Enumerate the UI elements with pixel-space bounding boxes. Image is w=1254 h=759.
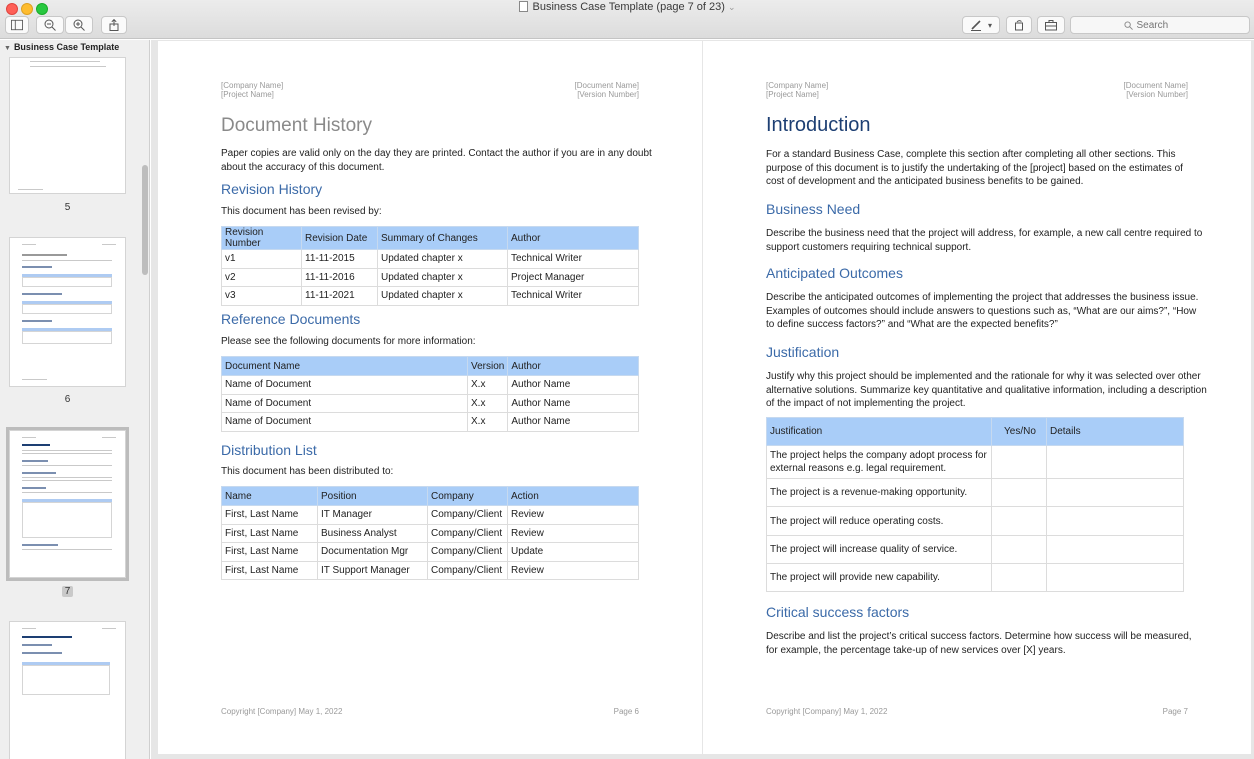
text-line: of the impact of not implementing the project. (766, 398, 966, 409)
column-header: Action (508, 487, 639, 506)
table-cell: IT Support Manager (318, 561, 428, 580)
page-thumbnail-7[interactable] (9, 430, 126, 578)
references-intro: Please see the following documents for more information: (221, 336, 476, 347)
table-cell: X.x (468, 413, 508, 432)
text-line: Describe the business need that the project will address, for example, a new call centre required to (766, 228, 1203, 239)
table-cell: Author Name (508, 413, 639, 432)
pen-icon (970, 19, 982, 31)
table-cell (1047, 446, 1184, 479)
table-cell: v1 (222, 250, 302, 269)
document-page-6 (158, 41, 702, 754)
table-row (222, 376, 639, 395)
table-cell (992, 536, 1047, 564)
zoom-in-button[interactable] (65, 16, 93, 34)
table-header-row (222, 227, 639, 250)
sidebar-icon (11, 19, 23, 31)
sidebar-scrollbar[interactable] (142, 165, 148, 275)
text-line: about the accuracy of this document. (221, 161, 385, 173)
table-header-row (222, 357, 639, 376)
table-cell: v3 (222, 287, 302, 306)
table-cell (992, 446, 1047, 479)
table-cell (1047, 479, 1184, 507)
chevron-down-icon: ⌄ (727, 2, 736, 12)
table-row (222, 268, 639, 287)
page-header-right (575, 82, 639, 99)
table-cell: Technical Writer (508, 250, 639, 269)
table-row (222, 543, 639, 562)
table-row (767, 564, 1184, 592)
page-header-right (1124, 82, 1188, 99)
page-header-left (766, 82, 828, 99)
references-heading: Reference Documents (221, 311, 361, 327)
header-company: [Company Name] (766, 81, 829, 90)
column-header: Yes/No (992, 418, 1047, 446)
document-page-7 (703, 41, 1251, 754)
disclosure-triangle-icon: ▼ (4, 45, 11, 52)
column-header: Name (222, 487, 318, 506)
page-number-label: 5 (64, 202, 71, 213)
table-row (222, 561, 639, 580)
business-need-paragraph (766, 227, 1202, 254)
page-footer-number: Page 7 (1162, 707, 1188, 716)
text-line: Describe and list the project’s critical success factors. Determine how success will be measured, (766, 631, 1192, 642)
column-header: Summary of Changes (378, 227, 508, 250)
outcomes-heading: Anticipated Outcomes (766, 265, 903, 281)
table-row (222, 506, 639, 525)
table-header-row (222, 487, 639, 506)
document-viewer[interactable] (151, 40, 1254, 759)
table-cell (1047, 536, 1184, 564)
intro-paragraph (221, 147, 652, 174)
table-cell: Updated chapter x (378, 268, 508, 287)
chevron-down-icon: ▾ (987, 20, 992, 30)
table-cell: The project will increase quality of service. (767, 536, 992, 564)
window-titlebar (0, 0, 1254, 39)
table-cell: 11-11-2021 (302, 287, 378, 306)
text-line: Justify why this project should be implemented and the rationale for why it was selected over other (766, 371, 1201, 382)
table-row (222, 250, 639, 269)
search-field[interactable] (1070, 16, 1250, 34)
toolbox-button[interactable] (1037, 16, 1065, 34)
header-version: [Version Number] (1126, 89, 1188, 99)
column-header: Document Name (222, 357, 468, 376)
table-cell: Company/Client (428, 524, 508, 543)
table-cell: Name of Document (222, 376, 468, 395)
table-cell: First, Last Name (222, 543, 318, 562)
page-title: Document History (221, 115, 372, 136)
table-cell: Updated chapter x (378, 287, 508, 306)
page-title: Introduction (766, 114, 871, 136)
intro-paragraph (766, 148, 1183, 189)
column-header: Author (508, 357, 639, 376)
header-project: [Project Name] (766, 89, 819, 99)
text-line: for example, the percentage take-up of new services over [X] years. (766, 644, 1066, 656)
window-title[interactable] (0, 1, 1254, 13)
page-footer-copyright: Copyright [Company] May 1, 2022 (766, 707, 888, 716)
table-row (767, 479, 1184, 507)
table-row (222, 394, 639, 413)
justification-table (766, 417, 1184, 592)
column-header: Version (468, 357, 508, 376)
header-project: [Project Name] (221, 89, 274, 99)
distribution-intro: This document has been distributed to: (221, 466, 394, 477)
rotate-icon (1013, 19, 1025, 31)
table-cell: X.x (468, 376, 508, 395)
page-thumbnail-8[interactable] (9, 621, 126, 759)
page-footer-copyright: Copyright [Company] May 1, 2022 (221, 707, 343, 716)
zoom-out-icon (44, 19, 56, 31)
column-header: Author (508, 227, 639, 250)
table-cell: Name of Document (222, 413, 468, 432)
column-header: Position (318, 487, 428, 506)
table-cell: Project Manager (508, 268, 639, 287)
text-line: For a standard Business Case, complete this section after completing all other sections. This (766, 149, 1176, 160)
table-row (222, 413, 639, 432)
column-header: Details (1047, 418, 1184, 446)
table-cell: IT Manager (318, 506, 428, 525)
page-thumbnail-6[interactable] (9, 237, 126, 387)
page-header-left (221, 82, 283, 99)
table-header-row (767, 418, 1184, 446)
table-cell: Company/Client (428, 506, 508, 525)
text-line: support customers requiring technical support. (766, 241, 972, 253)
sidebar-toggle-button[interactable] (5, 16, 29, 34)
table-cell: v2 (222, 268, 302, 287)
column-header: Justification (767, 418, 992, 446)
header-document-name: [Document Name] (574, 81, 639, 90)
revision-heading: Revision History (221, 181, 323, 197)
table-cell: Business Analyst (318, 524, 428, 543)
csf-paragraph (766, 630, 1192, 657)
table-row (222, 287, 639, 306)
markup-button[interactable] (962, 16, 1000, 34)
table-cell: Author Name (508, 376, 639, 395)
text-line: alternative solutions. Summarize key quantitative and qualitative information, including a description (766, 384, 1207, 396)
thumbnail-sidebar (0, 40, 150, 759)
column-header: Revision Date (302, 227, 378, 250)
page-number-label (0, 586, 135, 597)
share-button[interactable] (101, 16, 127, 34)
references-table (221, 356, 639, 432)
search-input[interactable] (1137, 20, 1197, 31)
text-line: Paper copies are valid only on the day they are printed. Contact the author if you are in any doubt (221, 148, 652, 159)
distribution-heading: Distribution List (221, 442, 317, 458)
business-need-heading: Business Need (766, 201, 861, 217)
table-cell: First, Last Name (222, 524, 318, 543)
briefcase-icon (1045, 19, 1057, 31)
table-cell (992, 564, 1047, 592)
zoom-out-button[interactable] (36, 16, 64, 34)
share-icon (108, 19, 120, 31)
table-cell: The project helps the company adopt process for external reasons e.g. legal requirement. (767, 446, 992, 479)
text-line: purpose of this document is to justify the undertaking of the [project] based on the estimates of (766, 162, 1183, 174)
table-cell: First, Last Name (222, 561, 318, 580)
text-line: cost of development and the anticipated business benefits to be gained. (766, 176, 1084, 187)
table-cell: First, Last Name (222, 506, 318, 525)
csf-heading: Critical success factors (766, 604, 910, 620)
table-row (222, 524, 639, 543)
page-number-selected: 7 (62, 586, 74, 597)
page-footer-number: Page 6 (613, 707, 639, 716)
header-company: [Company Name] (221, 81, 284, 90)
window-title-text: Business Case Template (page 7 of 23) (532, 1, 725, 13)
sidebar-heading-text: Business Case Template (13, 42, 120, 52)
table-row (767, 536, 1184, 564)
table-cell: 11-11-2015 (302, 250, 378, 269)
revision-intro: This document has been revised by: (221, 206, 382, 217)
table-cell: Review (508, 506, 639, 525)
document-icon (519, 1, 528, 12)
table-cell: Review (508, 524, 639, 543)
table-cell: The project is a revenue-making opportunity. (767, 479, 992, 507)
table-row (767, 507, 1184, 536)
text-line: Describe the anticipated outcomes of implementing the project that addresses the business issue. (766, 292, 1199, 303)
table-row (767, 446, 1184, 479)
zoom-in-icon (73, 19, 85, 31)
page-number-label: 6 (64, 394, 71, 405)
table-cell (992, 507, 1047, 536)
table-cell (1047, 507, 1184, 536)
column-header: Company (428, 487, 508, 506)
table-cell (1047, 564, 1184, 592)
outcomes-paragraph (766, 291, 1198, 332)
table-cell: Update (508, 543, 639, 562)
revision-table (221, 226, 639, 306)
table-cell: Updated chapter x (378, 250, 508, 269)
sidebar-heading[interactable] (0, 40, 150, 55)
search-icon (1124, 21, 1133, 30)
justification-paragraph (766, 370, 1207, 411)
header-document-name: [Document Name] (1123, 81, 1188, 90)
column-header: Revision Number (222, 227, 302, 250)
table-cell: Technical Writer (508, 287, 639, 306)
text-line: Examples of outcomes should include answers to questions such as, “What are our aims?”, “How (766, 305, 1197, 317)
table-cell: X.x (468, 394, 508, 413)
header-version: [Version Number] (577, 89, 639, 99)
text-line: to define success factors?” and “What are the expected benefits?” (766, 319, 1058, 330)
table-cell: Name of Document (222, 394, 468, 413)
table-cell: The project will provide new capability. (767, 564, 992, 592)
table-cell: Documentation Mgr (318, 543, 428, 562)
table-cell: Author Name (508, 394, 639, 413)
table-cell: 11-11-2016 (302, 268, 378, 287)
table-cell: The project will reduce operating costs. (767, 507, 992, 536)
table-cell (992, 479, 1047, 507)
page-thumbnail-5[interactable] (9, 57, 126, 194)
table-cell: Company/Client (428, 543, 508, 562)
distribution-table (221, 486, 639, 580)
table-cell: Review (508, 561, 639, 580)
rotate-button[interactable] (1006, 16, 1032, 34)
table-cell: Company/Client (428, 561, 508, 580)
justification-heading: Justification (766, 344, 840, 360)
